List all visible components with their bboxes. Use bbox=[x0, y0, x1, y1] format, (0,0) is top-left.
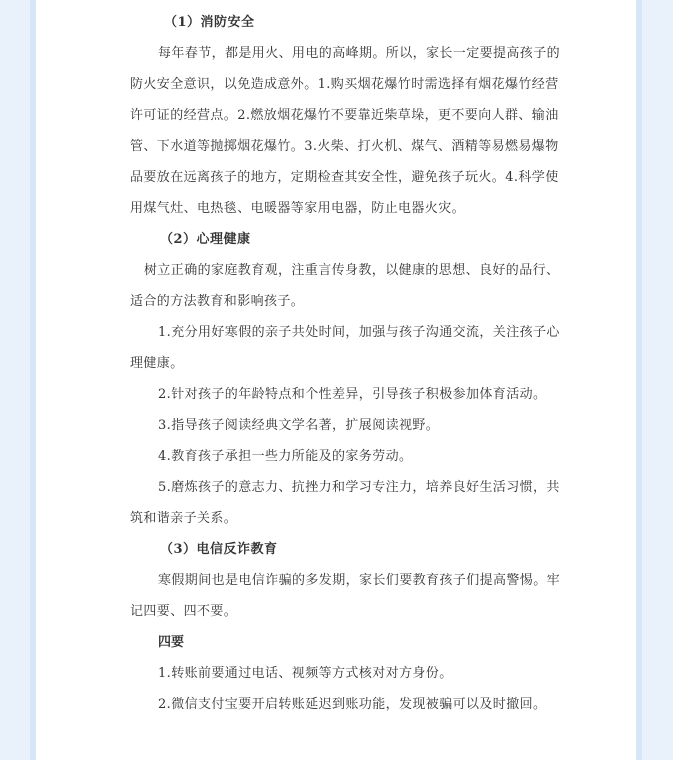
page-edge-right bbox=[636, 0, 642, 760]
mental-health-item: 3.指导孩子阅读经典文学名著，扩展阅读视野。 bbox=[158, 418, 440, 433]
anti-fraud-intro: 寒假期间也是电信诈骗的多发期，家长们要教育孩子们提高警惕。牢记四要、四不要。 bbox=[130, 573, 561, 619]
fire-safety-paragraph: 每年春节，都是用火、用电的高峰期。所以，家长一定要提高孩子的防火安全意识，以免造成意外。1.购买烟花爆竹时需选择有烟花爆竹经营许可证的经营点。2.燃放烟花爆竹不要靠近柴草垛，更不要向人群、输油管、下水道等抛掷烟花爆竹。3.火柴、打火机、煤气、酒精等易燃易爆物品要放在远离孩子的地方，定期检查其安全性，避免孩子玩火。4.科学使用煤气灶、电热毯、电暖器等家用电器，防止电器火灾。 bbox=[130, 46, 561, 216]
mental-health-intro: 树立正确的家庭教育观，注重言传身教，以健康的思想、良好的品行、适合的方法教育和影响孩子。 bbox=[130, 263, 560, 309]
four-musts-subheading: 四要 bbox=[158, 635, 185, 650]
four-musts-item: 2.微信支付宝要开启转账延迟到账功能，发现被骗可以及时撤回。 bbox=[158, 697, 547, 712]
mental-health-item: 1.充分用好寒假的亲子共处时间，加强与孩子沟通交流，关注孩子心理健康。 bbox=[130, 325, 560, 371]
mental-health-item: 2.针对孩子的年龄特点和个性差异，引导孩子积极参加体育活动。 bbox=[158, 387, 547, 402]
document-content bbox=[130, 7, 560, 720]
section-heading-fire-safety: （1）消防安全 bbox=[164, 15, 255, 30]
mental-health-item: 5.磨炼孩子的意志力、抗挫力和学习专注力，培养良好生活习惯，共筑和谐亲子关系。 bbox=[130, 480, 560, 526]
mental-health-item: 4.教育孩子承担一些力所能及的家务劳动。 bbox=[158, 449, 413, 464]
section-heading-mental-health: （2）心理健康 bbox=[160, 232, 251, 247]
section-heading-anti-fraud: （3）电信反诈教育 bbox=[160, 542, 278, 557]
four-musts-item: 1.转账前要通过电话、视频等方式核对对方身份。 bbox=[158, 666, 453, 681]
document-page bbox=[36, 0, 636, 760]
